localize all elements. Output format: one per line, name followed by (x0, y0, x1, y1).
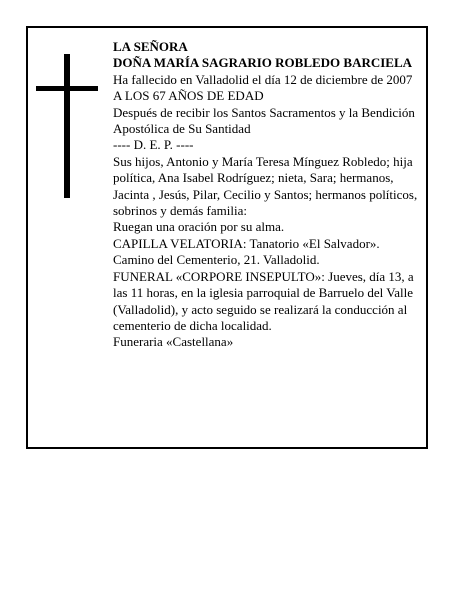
title-line-1: LA SEÑORA (113, 39, 188, 54)
sacraments-line: Después de recibir los Santos Sacramentos y la Bendición Apostólica de Su Santidad (113, 104, 415, 137)
prayer-line: Ruegan una oración por su alma. (113, 219, 285, 235)
obituary-text (113, 39, 423, 351)
death-announcement: Ha fallecido en Valladolid el día 12 de diciembre de 2007 (113, 71, 413, 87)
cross-icon (36, 54, 98, 198)
funeral-home-line: Funeraria «Castellana» (113, 334, 234, 350)
cross-horizontal-bar (36, 86, 98, 91)
funeral-line: FUNERAL «CORPORE INSEPULTO»: Jueves, día 13, a las 11 horas, en la iglesia parroquial de Barruelo del Valle (Valladolid), y acto seguido se realizará la conducción al cementerio de dicha localidad. (113, 268, 414, 333)
chapel-line: CAPILLA VELATORIA: Tanatorio «El Salvador». Camino del Cementerio, 21. Valladolid. (113, 235, 380, 268)
deceased-name: DOÑA MARÍA SAGRARIO ROBLEDO BARCIELA (113, 55, 413, 71)
age-line: A LOS 67 AÑOS DE EDAD (113, 88, 264, 104)
dep-line: ---- D. E. P. ---- (113, 137, 194, 153)
cross-vertical-bar (64, 54, 70, 198)
family-line: Sus hijos, Antonio y María Teresa Mínguez Robledo; hija política, Ana Isabel Rodríguez; nieta, Sara; hermanos, Jacinta , Jesús, Pilar, Cecilio y Santos; hermanos políticos, sobrinos y demás familia: (113, 153, 418, 219)
